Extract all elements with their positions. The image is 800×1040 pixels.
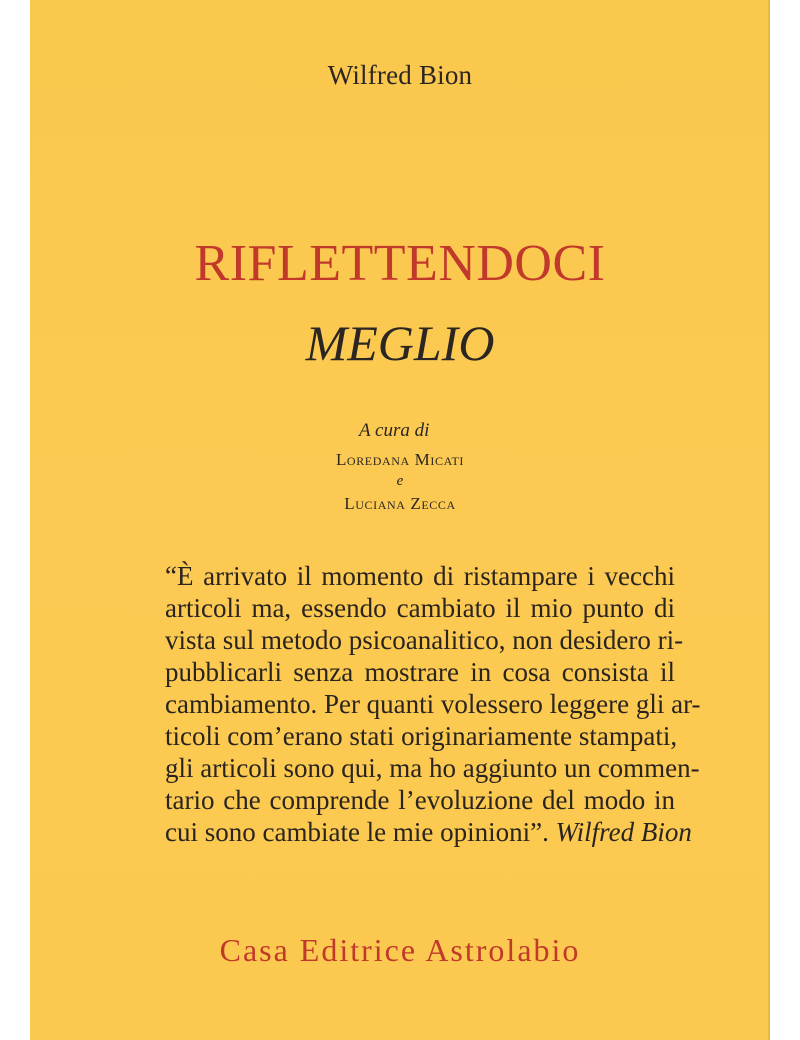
curator-name-2: Luciana Zecca xyxy=(344,494,456,513)
curator-label: A cura di xyxy=(359,420,430,441)
author-name: Wilfred Bion xyxy=(327,60,473,90)
quote-line: pubblicarli senza mostrare in cosa consista il xyxy=(165,657,675,687)
quote-line-last xyxy=(165,816,692,848)
publisher-name: Casa Editrice Astrolabio xyxy=(219,932,581,968)
curator-conjunction: e xyxy=(396,473,404,489)
book-title: RIFLETTENDOCI xyxy=(194,235,606,292)
curator-name-1: Loredana Micati xyxy=(335,450,465,469)
book-subtitle: MEGLIO xyxy=(305,315,495,371)
quote-line: cui sono cambiate le mie opinioni”. xyxy=(165,817,549,847)
quote-line: “È arrivato il momento di ristampare i vecchi xyxy=(165,561,675,591)
quote-attribution: Wilfred Bion xyxy=(555,817,692,847)
quote-line: vista sul metodo psicoanalitico, non desidero ri- xyxy=(165,625,684,655)
quote-line: tario che comprende l’evoluzione del modo in xyxy=(165,785,675,815)
cover-quote xyxy=(165,560,701,848)
quote-line: ticoli com’erano stati originariamente stampati, xyxy=(165,721,678,751)
quote-line: gli articoli sono qui, ma ho aggiunto un commen- xyxy=(165,753,700,783)
book-cover xyxy=(30,0,770,1040)
cover-edge xyxy=(768,0,770,1040)
quote-line: cambiamento. Per quanti volessero leggere gli ar- xyxy=(165,689,701,719)
quote-line: articoli ma, essendo cambiato il mio punto di xyxy=(165,593,675,623)
